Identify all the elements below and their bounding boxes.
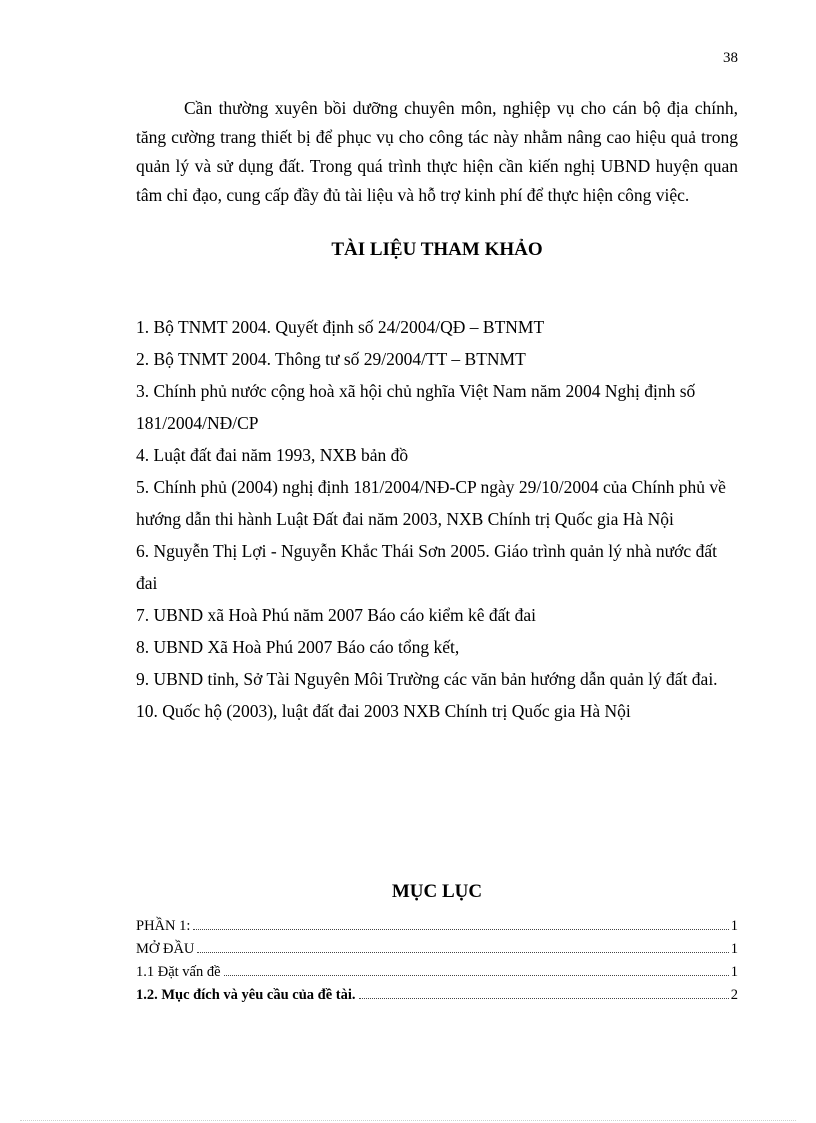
toc-leader-dots — [197, 952, 728, 953]
intro-paragraph: Cần thường xuyên bồi dưỡng chuyên môn, nghiệp vụ cho cán bộ địa chính, tăng cường trang thiết bị để phục vụ cho công tác này nhằm nâng cao hiệu quả trong quản lý và sử dụng đất. Trong quá trình thực hiện cần kiến nghị UBND huyện quan tâm chỉ đạo, cung cấp đầy đủ tài liệu và hỗ trợ kinh phí để thực hiện công việc. — [136, 98, 738, 205]
toc-entry-label: 1.2. Mục đích và yêu cầu của đề tài. — [136, 987, 356, 1003]
reference-item: 3. Chính phủ nước cộng hoà xã hội chủ nghĩa Việt Nam năm 2004 Nghị định số 181/2004/NĐ/CP — [136, 381, 696, 433]
toc-entry-label: MỞ ĐẦU — [136, 941, 195, 957]
reference-item: 8. UBND Xã Hoà Phú 2007 Báo cáo tổng kết, — [136, 637, 460, 657]
page-number: 38 — [723, 50, 738, 66]
toc-entry-page: 1 — [730, 918, 738, 934]
page-bottom-rule — [20, 1120, 796, 1121]
toc-leader-dots — [193, 929, 728, 930]
references-title: TÀI LIỆU THAM KHẢO — [331, 239, 543, 260]
toc-entry[interactable] — [136, 984, 738, 1007]
reference-item: 10. Quốc hộ (2003), luật đất đai 2003 NXB Chính trị Quốc gia Hà Nội — [136, 701, 631, 721]
toc-entry-page: 1 — [730, 941, 738, 957]
toc-entry-page: 1 — [730, 964, 738, 980]
reference-item: 4. Luật đất đai năm 1993, NXB bản đồ — [136, 445, 409, 465]
toc-leader-dots — [224, 975, 729, 976]
reference-item: 5. Chính phủ (2004) nghị định 181/2004/NĐ-CP ngày 29/10/2004 của Chính phủ về hướng dẫn thi hành Luật Đất đai năm 2003, NXB Chính trị Quốc gia Hà Nội — [136, 477, 726, 529]
toc-entry[interactable] — [136, 938, 738, 961]
toc-entry-label: PHẦN 1: — [136, 918, 191, 934]
toc-entry[interactable] — [136, 961, 738, 984]
reference-item: 7. UBND xã Hoà Phú năm 2007 Báo cáo kiểm kê đất đai — [136, 605, 536, 625]
references-list — [136, 311, 738, 727]
table-of-contents — [136, 915, 738, 1007]
reference-item: 9. UBND tỉnh, Sở Tài Nguyên Môi Trường các văn bản hướng dẫn quản lý đất đai. — [136, 669, 718, 689]
toc-leader-dots — [359, 998, 729, 999]
toc-entry-label: 1.1 Đặt vấn đề — [136, 964, 221, 980]
reference-item: 1. Bộ TNMT 2004. Quyết định số 24/2004/QĐ – BTNMT — [136, 317, 545, 337]
reference-item: 2. Bộ TNMT 2004. Thông tư số 29/2004/TT – BTNMT — [136, 349, 526, 369]
toc-entry-page: 2 — [730, 987, 738, 1003]
reference-item: 6. Nguyễn Thị Lợi - Nguyễn Khắc Thái Sơn 2005. Giáo trình quản lý nhà nước đất đai — [136, 541, 717, 593]
toc-entry[interactable] — [136, 915, 738, 938]
toc-title: MỤC LỤC — [391, 881, 483, 902]
